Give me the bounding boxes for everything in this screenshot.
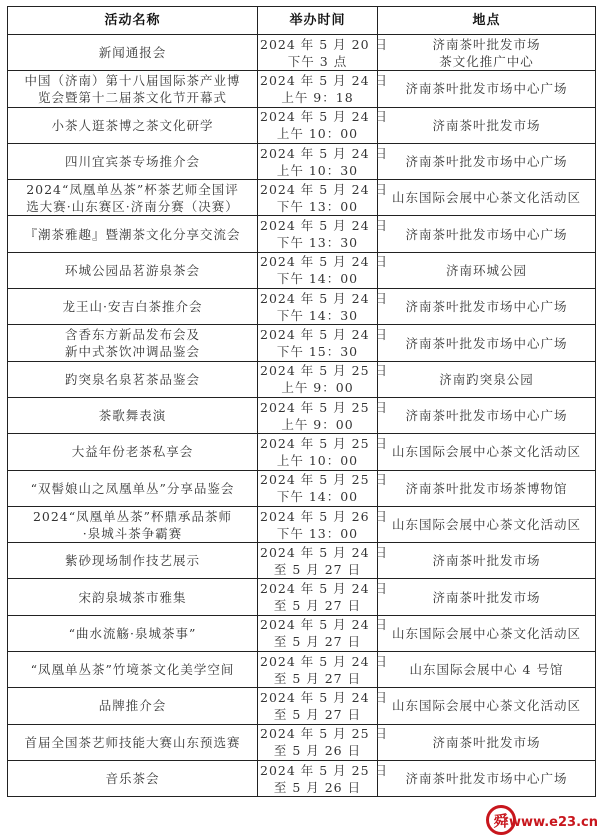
table-row <box>8 216 596 252</box>
cell-place <box>378 289 596 325</box>
cell-time <box>258 252 389 288</box>
time-line: 下午 14：30 <box>276 307 359 323</box>
time-line: 至 5 月 27 日 <box>273 561 362 577</box>
place-line: 济南茶叶批发市场 <box>432 117 541 133</box>
header-row <box>8 7 596 35</box>
cell-name <box>8 361 258 397</box>
time-line: 2024 年 5 月 25 日 <box>260 399 389 415</box>
cell-place <box>378 252 596 288</box>
cell-place <box>378 397 596 433</box>
name-line: “凤凰单丛茶”竹境茶文化美学空间 <box>30 662 235 678</box>
name-line: 宋韵泉城茶市雅集 <box>78 589 187 605</box>
cell-name <box>8 180 258 216</box>
cell-place <box>378 434 596 470</box>
cell-place <box>378 615 596 651</box>
cell-name <box>8 397 258 433</box>
place-line: 济南茶叶批发市场中心广场 <box>405 771 568 787</box>
cell-name <box>8 724 258 760</box>
name-line: 品牌推介会 <box>98 698 167 714</box>
time-line: 2024 年 5 月 25 日 <box>260 726 389 742</box>
cell-name <box>8 216 258 252</box>
time-line: 至 5 月 26 日 <box>273 743 362 759</box>
cell-name <box>8 543 258 579</box>
place-line: 济南茶叶批发市场茶博物馆 <box>405 480 568 496</box>
place-line: 山东国际会展中心茶文化活动区 <box>391 625 581 641</box>
cell-name <box>8 506 258 542</box>
name-line: 首届全国茶艺师技能大赛山东预选赛 <box>24 734 241 750</box>
cell-name <box>8 143 258 179</box>
cell-name <box>8 615 258 651</box>
table-row <box>8 506 596 542</box>
cell-time <box>258 397 389 433</box>
name-line: 环城公园品茗游泉茶会 <box>64 262 200 278</box>
time-line: 上午 9：00 <box>281 416 354 432</box>
table-row <box>8 688 596 724</box>
name-line: 新闻通报会 <box>98 45 167 61</box>
cell-place <box>378 652 596 688</box>
time-line: 至 5 月 26 日 <box>273 779 362 795</box>
cell-time <box>258 361 389 397</box>
time-line: 2024 年 5 月 24 日 <box>260 327 389 343</box>
name-line: 含香东方新品发布会及 <box>64 327 200 343</box>
cell-time <box>258 289 389 325</box>
cell-name <box>8 35 258 71</box>
events-table <box>7 6 596 797</box>
table-row <box>8 361 596 397</box>
table-row <box>8 143 596 179</box>
time-line: 2024 年 5 月 26 日 <box>260 508 389 524</box>
name-line: “曲水流觞·泉城茶事” <box>68 625 197 641</box>
name-line: ·泉城斗茶争霸赛 <box>82 525 183 541</box>
place-line: 济南茶叶批发市场 <box>432 553 541 569</box>
table-row <box>8 470 596 506</box>
time-line: 2024 年 5 月 24 日 <box>260 581 389 597</box>
cell-place <box>378 760 596 796</box>
cell-name <box>8 652 258 688</box>
cell-place <box>378 107 596 143</box>
cell-time <box>258 107 389 143</box>
cell-place <box>378 325 596 361</box>
time-line: 至 5 月 27 日 <box>273 670 362 686</box>
cell-place <box>378 216 596 252</box>
cell-place <box>378 71 596 107</box>
cell-time <box>258 615 389 651</box>
name-line: 中国（济南）第十八届国际茶产业博 <box>24 72 241 88</box>
cell-place <box>378 180 596 216</box>
place-line: 济南茶叶批发市场 <box>432 734 541 750</box>
cell-time <box>258 506 389 542</box>
time-line: 2024 年 5 月 25 日 <box>260 472 389 488</box>
time-line: 2024 年 5 月 24 日 <box>260 181 389 197</box>
name-line: 选大赛·山东赛区·济南分赛（决赛） <box>26 198 239 214</box>
name-line: 『潮茶雅趣』暨潮茶文化分享交流会 <box>24 226 241 242</box>
cell-time <box>258 724 389 760</box>
cell-place <box>378 579 596 615</box>
time-line: 至 5 月 27 日 <box>273 634 362 650</box>
time-line: 下午 13：00 <box>276 198 359 214</box>
name-line: 览会暨第十二届茶文化节开幕式 <box>37 89 227 105</box>
time-line: 2024 年 5 月 24 日 <box>260 689 389 705</box>
time-line: 2024 年 5 月 24 日 <box>260 72 389 88</box>
cell-name <box>8 325 258 361</box>
time-line: 上午 10：00 <box>276 452 359 468</box>
cell-place <box>378 506 596 542</box>
table-row <box>8 397 596 433</box>
time-line: 至 5 月 27 日 <box>273 706 362 722</box>
name-line: 茶歌舞表演 <box>98 408 167 424</box>
table-row <box>8 615 596 651</box>
cell-time <box>258 35 389 71</box>
place-line: 茶文化推广中心 <box>439 53 534 69</box>
header-place: 地点 <box>378 7 596 35</box>
time-line: 下午 13：30 <box>276 235 359 251</box>
cell-time <box>258 143 389 179</box>
time-line: 下午 14：00 <box>276 489 359 505</box>
cell-place <box>378 688 596 724</box>
place-line: 山东国际会展中心 4 号馆 <box>409 662 564 678</box>
name-line: 小茶人逛茶博之茶文化研学 <box>51 117 214 133</box>
name-line: 音乐茶会 <box>105 771 160 787</box>
cell-time <box>258 325 389 361</box>
cell-name <box>8 760 258 796</box>
cell-name <box>8 688 258 724</box>
cell-place <box>378 470 596 506</box>
watermark-site: www.e23.cn <box>509 815 598 830</box>
cell-place <box>378 143 596 179</box>
cell-place <box>378 724 596 760</box>
cell-place <box>378 35 596 71</box>
time-line: 2024 年 5 月 24 日 <box>260 218 389 234</box>
table-row <box>8 543 596 579</box>
time-line: 下午 14：00 <box>276 271 359 287</box>
time-line: 上午 10：00 <box>276 126 359 142</box>
table-row <box>8 652 596 688</box>
cell-time <box>258 216 389 252</box>
place-line: 济南茶叶批发市场 <box>432 589 541 605</box>
table-row <box>8 180 596 216</box>
cell-place <box>378 361 596 397</box>
place-line: 济南茶叶批发市场中心广场 <box>405 408 568 424</box>
name-line: “双髻娘山之凤凰单丛”分享品鉴会 <box>30 480 235 496</box>
name-line: 大益年份老茶私享会 <box>71 444 194 460</box>
place-line: 济南茶叶批发市场中心广场 <box>405 226 568 242</box>
cell-name <box>8 470 258 506</box>
cell-place <box>378 543 596 579</box>
time-line: 2024 年 5 月 24 日 <box>260 290 389 306</box>
place-line: 济南茶叶批发市场 <box>432 36 541 52</box>
time-line: 2024 年 5 月 25 日 <box>260 363 389 379</box>
place-line: 济南茶叶批发市场中心广场 <box>405 154 568 170</box>
table-row <box>8 434 596 470</box>
time-line: 2024 年 5 月 24 日 <box>260 617 389 633</box>
table-row <box>8 724 596 760</box>
place-line: 济南趵突泉公园 <box>439 371 534 387</box>
time-line: 2024 年 5 月 20 日 <box>260 36 389 52</box>
table-row <box>8 71 596 107</box>
cell-time <box>258 71 389 107</box>
time-line: 2024 年 5 月 24 日 <box>260 145 389 161</box>
time-line: 2024 年 5 月 24 日 <box>260 544 389 560</box>
cell-time <box>258 180 389 216</box>
name-line: 四川宜宾茶专场推介会 <box>64 154 200 170</box>
time-line: 2024 年 5 月 25 日 <box>260 762 389 778</box>
time-line: 下午 3 点 <box>287 53 348 69</box>
cell-time <box>258 688 389 724</box>
place-line: 山东国际会展中心茶文化活动区 <box>391 698 581 714</box>
watermark-seal-icon: 舜 <box>486 805 516 835</box>
table-row <box>8 35 596 71</box>
time-line: 2024 年 5 月 24 日 <box>260 109 389 125</box>
cell-time <box>258 579 389 615</box>
time-line: 下午 15：30 <box>276 344 359 360</box>
time-line: 上午 9：18 <box>281 89 354 105</box>
time-line: 至 5 月 27 日 <box>273 598 362 614</box>
table-row <box>8 579 596 615</box>
time-line: 上午 10：30 <box>276 162 359 178</box>
time-line: 2024 年 5 月 24 日 <box>260 254 389 270</box>
name-line: 紫砂现场制作技艺展示 <box>64 553 200 569</box>
cell-time <box>258 543 389 579</box>
cell-name <box>8 289 258 325</box>
time-line: 2024 年 5 月 24 日 <box>260 653 389 669</box>
cell-name <box>8 71 258 107</box>
cell-time <box>258 760 389 796</box>
time-line: 上午 9：00 <box>281 380 354 396</box>
cell-name <box>8 579 258 615</box>
time-line: 下午 13：00 <box>276 525 359 541</box>
place-line: 山东国际会展中心茶文化活动区 <box>391 517 581 532</box>
time-line: 2024 年 5 月 25 日 <box>260 435 389 451</box>
header-name: 活动名称 <box>8 7 258 35</box>
cell-time <box>258 434 389 470</box>
name-line: 龙王山·安吉白茶推介会 <box>62 299 203 315</box>
name-line: 2024“凤凰单丛茶”杯茶艺师全国评 <box>26 181 239 197</box>
table-row <box>8 252 596 288</box>
cell-name <box>8 107 258 143</box>
name-line: 2024“凤凰单丛茶”杯鼎承品茶师 <box>32 508 233 524</box>
table-row <box>8 107 596 143</box>
cell-name <box>8 252 258 288</box>
place-line: 山东国际会展中心茶文化活动区 <box>391 444 581 460</box>
header-time: 举办时间 <box>258 7 378 35</box>
table-row <box>8 289 596 325</box>
cell-time <box>258 470 389 506</box>
name-line: 趵突泉名泉茗茶品鉴会 <box>64 371 200 387</box>
table-row <box>8 760 596 796</box>
place-line: 济南茶叶批发市场中心广场 <box>405 335 568 351</box>
name-line: 新中式茶饮冲调品鉴会 <box>64 344 200 360</box>
cell-time <box>258 652 389 688</box>
cell-name <box>8 434 258 470</box>
table-row <box>8 325 596 361</box>
place-line: 济南茶叶批发市场中心广场 <box>405 81 568 97</box>
place-line: 山东国际会展中心茶文化活动区 <box>391 190 581 206</box>
place-line: 济南茶叶批发市场中心广场 <box>405 299 568 315</box>
place-line: 济南环城公园 <box>445 262 527 278</box>
